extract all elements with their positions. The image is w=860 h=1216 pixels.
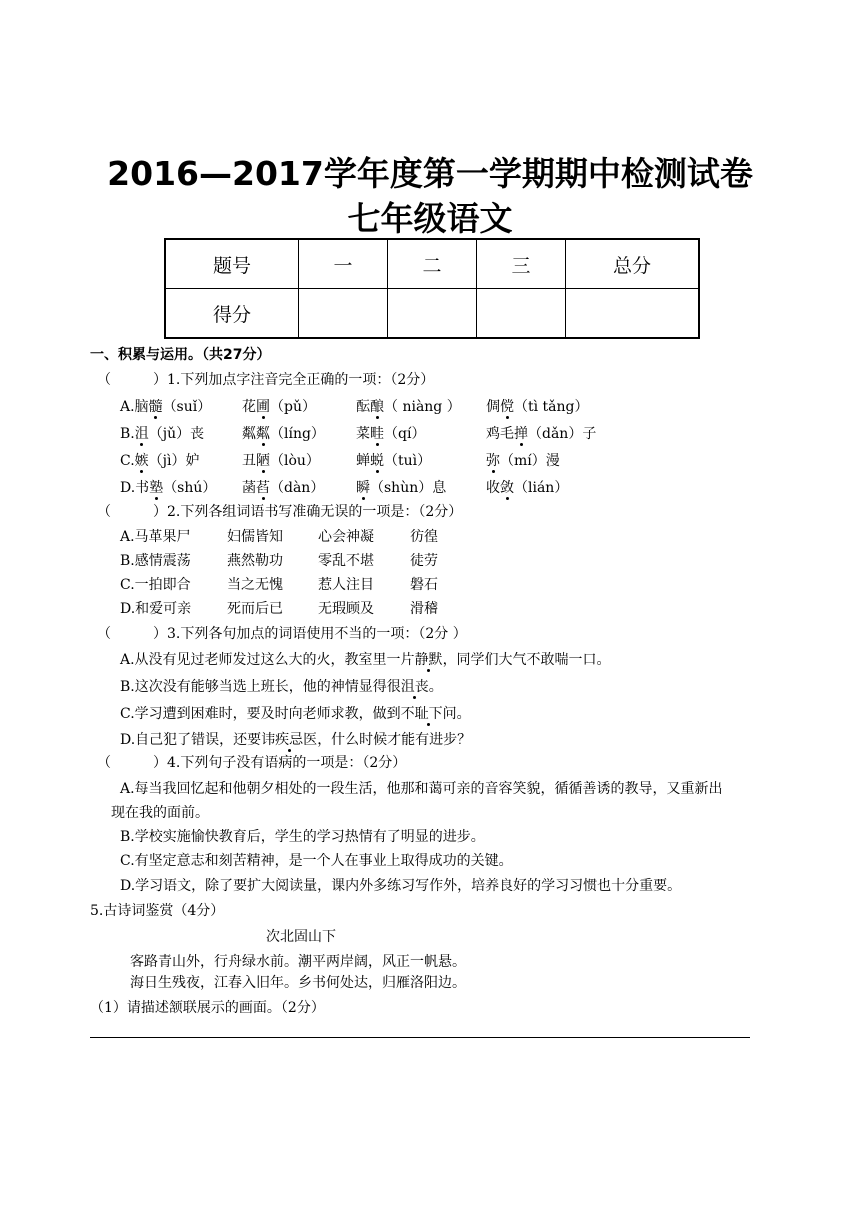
q3-option-b: B.这次没有能够当选上班长，他的神情显得很沮丧。 [120,679,443,695]
score-table-header-cell: 三 [477,239,566,289]
q2-option-d-word: 滑稽 [410,601,438,617]
score-table-header-cell: 二 [388,239,477,289]
answer-line[interactable] [90,1037,750,1038]
q2-option-a-word: 彷徨 [410,529,438,545]
q2-option-a-word: 心会神凝 [318,529,374,545]
score-table [164,238,700,339]
q1-option-d2: 菡萏（dàn） [242,480,325,496]
q4-stem: （ ）4.下列句子没有语病的一项是：（2分） [97,755,407,771]
q5-subquestion: （1）请描述颔联展示的画面。（2分） [90,1000,325,1016]
score-cell [388,289,477,339]
q2-option-b-word: B.感情震荡 [120,553,191,569]
q2-option-d-word: 无瑕顾及 [318,601,374,617]
q3-option-c: C.学习遭到困难时，要及时向老师求教，做到不耻下问。 [120,706,471,722]
q1-option-b2: 粼粼（líng） [242,426,325,442]
q2-option-c-word: 惹人注目 [318,577,374,593]
score-table-score-row [165,289,699,339]
q2-option-c-word: 磐石 [410,577,438,593]
poem-line: 客路青山外，行舟绿水前。潮平两岸阔，风正一帆悬。 [130,954,466,970]
q1-option-a1: A.脑髓（suǐ） [120,399,212,415]
q2-option-a-word: 妇儒皆知 [227,529,283,545]
q1-option-c1: C.嫉（jì）妒 [120,453,200,469]
q2-stem: （ ）2.下列各组词语书写准确无误的一项是：（2分） [97,504,463,520]
q1-option-c4: 弥（mí）漫 [486,453,560,469]
exam-title: 2016—2017学年度第一学期期中检测试卷 [107,154,753,193]
score-cell [477,289,566,339]
score-row-label: 得分 [165,289,299,339]
q1-option-b4: 鸡毛掸（dǎn）子 [486,426,597,442]
q1-option-d3: 瞬（shùn）息 [356,480,447,496]
q2-option-b-word: 徒劳 [410,553,438,569]
q1-option-d1: D.书塾（shú） [120,480,217,496]
q4-option-d: D.学习语文，除了要扩大阅读量，课内外多练习写作外，培养良好的学习习惯也十分重要。 [120,878,682,894]
score-cell [566,289,700,339]
q4-option-c: C.有坚定意志和刻苦精神，是一个人在事业上取得成功的关键。 [120,853,513,869]
q1-stem: （ ）1.下列加点字注音完全正确的一项：（2分） [97,372,435,388]
q4-option-a-continued: 现在我的面前。 [111,805,209,821]
q1-option-a2: 花圃（pǔ） [242,399,316,415]
q1-option-a3: 酝酿（ niàng ） [356,399,461,415]
section-heading: 一、积累与运用。（共27分） [90,347,271,363]
q1-option-c2: 丑陋（lòu） [242,453,320,469]
poem-title: 次北固山下 [266,929,336,945]
q5-stem: 5.古诗词鉴赏（4分） [90,903,225,919]
q2-option-a-word: A.马革果尸 [120,529,191,545]
q2-option-d-word: 死而后已 [227,601,283,617]
q2-option-b-word: 燕然勒功 [227,553,283,569]
q3-option-d: D.自己犯了错误，还要讳疾忌医，什么时候才能有进步？ [120,732,472,748]
q3-option-a: A.从没有见过老师发过这么大的火，教室里一片静默，同学们大气不敢喘一口。 [120,652,611,668]
q4-option-b: B.学校实施愉快教育后，学生的学习热情有了明显的进步。 [120,829,485,845]
q1-option-a4: 倜傥（tì tǎng） [486,399,589,415]
q1-option-c3: 蝉蜕（tuì） [356,453,432,469]
q1-option-d4: 收敛（lián） [486,480,569,496]
q2-option-c-word: 当之无愧 [227,577,283,593]
score-table-header-cell: 一 [299,239,388,289]
exam-subtitle: 七年级语文 [347,199,513,238]
q1-option-b1: B.沮（jǔ）丧 [120,426,205,442]
q3-stem: （ ）3.下列各句加点的词语使用不当的一项：（2分 ） [97,626,467,642]
score-table-header-cell: 总分 [566,239,700,289]
score-table-header-row [165,239,699,289]
q2-option-d-word: D.和爱可亲 [120,601,192,617]
q2-option-b-word: 零乱不堪 [318,553,374,569]
q4-option-a: A.每当我回忆起和他朝夕相处的一段生活，他那和蔼可亲的音容笑貌，循循善诱的教导，又重新出 [120,781,723,797]
score-cell [299,289,388,339]
q1-option-b3: 菜畦（qí） [356,426,426,442]
score-table-header-cell: 题号 [165,239,299,289]
poem-line: 海日生残夜，江春入旧年。乡书何处达，归雁洛阳边。 [130,975,466,991]
q2-option-c-word: C.一拍即合 [120,577,191,593]
